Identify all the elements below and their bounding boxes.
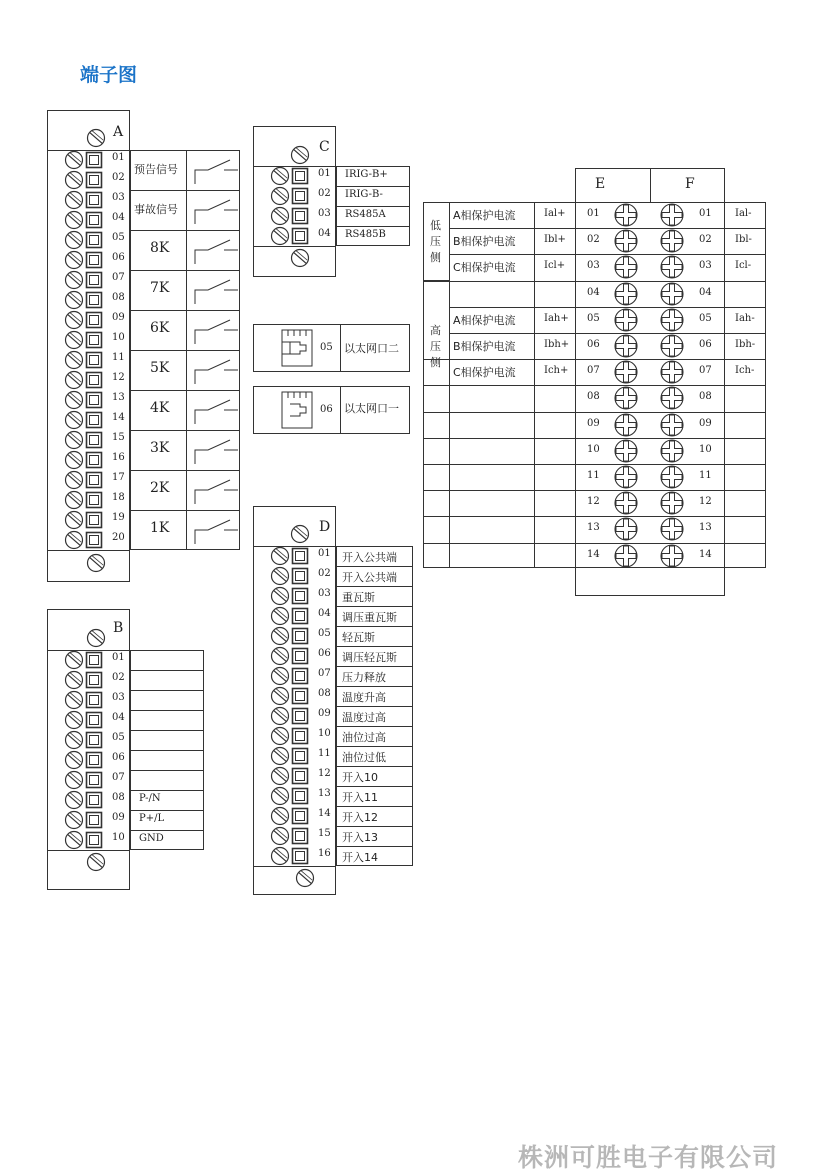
signal-label: 开入10	[342, 771, 378, 784]
relay-contact-icon	[194, 238, 238, 268]
terminal-number-e: 03	[587, 260, 600, 272]
relay-contact-icon	[194, 318, 238, 348]
signal-label: 调压轻瓦斯	[342, 651, 397, 664]
current-name: A相保护电流	[453, 209, 516, 222]
terminal-number-f: 03	[699, 260, 712, 272]
contact-group-label: 6K	[150, 320, 170, 336]
terminal-number-e: 12	[587, 496, 600, 508]
terminal-number: 14	[112, 412, 125, 423]
terminal-number: 14	[318, 808, 331, 819]
screw-icon	[86, 628, 106, 652]
current-e: Ibl+	[544, 234, 566, 246]
signal-label: RS485B	[345, 229, 386, 240]
terminal-number: 05	[112, 232, 125, 243]
current-e: Ibh+	[544, 339, 570, 350]
current-f: Iah-	[735, 312, 755, 324]
terminal-number: 08	[318, 688, 331, 699]
terminal-number: 06	[112, 252, 125, 263]
terminal-number: 03	[112, 192, 125, 203]
terminal-number-e: 01	[587, 208, 600, 219]
screw-cross-icon	[614, 544, 638, 572]
terminal-clamp-icon	[84, 830, 104, 854]
terminal-number: 03	[318, 208, 331, 219]
terminal-number: 01	[318, 548, 331, 559]
signal-label: 开入14	[342, 851, 378, 864]
screw-cross-icon	[660, 465, 684, 493]
terminal-number: 10	[112, 832, 125, 843]
terminal-number-e: 07	[587, 365, 600, 377]
terminal-number: 09	[112, 812, 125, 823]
screw-icon	[290, 248, 310, 272]
current-e: Ich+	[544, 365, 569, 377]
screw-cross-icon	[660, 282, 684, 310]
contact-group-label: 7K	[150, 280, 170, 296]
terminal-number-f: 05	[699, 312, 712, 324]
current-f: Ibh-	[735, 339, 756, 350]
screw-icon	[64, 530, 84, 554]
signal-label: 油位过低	[342, 751, 386, 764]
screw-cross-icon	[614, 308, 638, 336]
terminal-clamp-icon	[290, 846, 310, 870]
screw-cross-icon	[614, 517, 638, 545]
terminal-number-e: 14	[587, 548, 600, 560]
contact-group-label: 4K	[150, 400, 170, 416]
current-name: B相保护电流	[453, 340, 516, 353]
rj45-port-icon	[282, 330, 312, 366]
terminal-number: 09	[318, 708, 331, 719]
screw-cross-icon	[614, 203, 638, 231]
terminal-number: 09	[112, 312, 125, 323]
terminal-number-e: 02	[587, 234, 600, 246]
terminal-number: 10	[112, 332, 125, 343]
terminal-number-f: 04	[699, 286, 712, 298]
current-name: A相保护电流	[453, 313, 516, 327]
screw-cross-icon	[660, 386, 684, 414]
block-a-label: A	[113, 124, 124, 140]
terminal-number: 01	[112, 152, 125, 163]
signal-label: 开入11	[342, 791, 378, 804]
signal-label: 油位过高	[342, 731, 386, 744]
signal-label: 温度升高	[342, 691, 386, 704]
terminal-number-e: 13	[587, 522, 600, 534]
contact-group-label: 8K	[150, 240, 170, 256]
screw-icon	[86, 128, 106, 152]
block-b-label: B	[113, 620, 124, 636]
terminal-number-e: 06	[587, 339, 600, 350]
terminal-number-f: 10	[699, 443, 712, 455]
current-f: Icl-	[735, 260, 752, 272]
terminal-number: 06	[112, 752, 125, 763]
terminal-number: 02	[112, 672, 125, 683]
terminal-number: 08	[112, 292, 125, 303]
screw-icon	[270, 846, 290, 870]
terminal-number-e: 05	[587, 312, 600, 324]
ethernet-num: 06	[320, 404, 333, 415]
signal-label: GND	[139, 833, 164, 844]
screw-cross-icon	[660, 308, 684, 336]
current-e: Icl+	[544, 260, 566, 272]
terminal-number: 01	[318, 168, 331, 179]
contact-group-label: 事故信号	[134, 203, 178, 216]
relay-contact-icon	[194, 158, 238, 188]
contact-group-label: 5K	[150, 360, 170, 376]
terminal-number-f: 14	[699, 548, 712, 560]
low-side-label: 低压侧	[430, 219, 441, 264]
high-side-label: 高压侧	[430, 324, 441, 369]
ethernet-label: 以太网口一	[344, 402, 399, 415]
terminal-number: 13	[112, 392, 125, 403]
signal-label: 压力释放	[342, 671, 386, 684]
relay-contact-icon	[194, 198, 238, 228]
relay-contact-icon	[194, 278, 238, 308]
signal-label: 重瓦斯	[342, 591, 375, 604]
screw-cross-icon	[614, 439, 638, 467]
screw-cross-icon	[660, 229, 684, 257]
terminal-number: 05	[318, 628, 331, 639]
current-name: C相保护电流	[453, 261, 516, 275]
terminal-number: 03	[112, 692, 125, 703]
terminal-number: 15	[318, 828, 331, 839]
signal-label: RS485A	[345, 209, 386, 220]
terminal-number: 07	[112, 272, 125, 283]
terminal-number: 10	[318, 728, 331, 739]
relay-contact-icon	[194, 398, 238, 428]
block-c-label: C	[319, 139, 330, 155]
terminal-number-f: 12	[699, 496, 712, 508]
terminal-number: 15	[112, 432, 125, 443]
relay-contact-icon	[194, 438, 238, 468]
screw-cross-icon	[660, 255, 684, 283]
screw-icon	[86, 553, 106, 577]
screw-cross-icon	[660, 517, 684, 545]
signal-label: 轻瓦斯	[342, 631, 375, 644]
terminal-number: 12	[318, 768, 331, 779]
current-e: Ial+	[544, 208, 566, 219]
signal-label: P-/N	[139, 793, 161, 804]
relay-contact-icon	[194, 358, 238, 388]
terminal-number-e: 04	[587, 286, 600, 298]
terminal-number: 04	[112, 712, 125, 723]
screw-icon	[270, 226, 290, 250]
terminal-number: 07	[318, 668, 331, 679]
ethernet-num: 05	[320, 342, 333, 353]
contact-group-label: 预告信号	[134, 163, 178, 176]
terminal-number: 03	[318, 588, 331, 599]
screw-cross-icon	[660, 203, 684, 231]
signal-label: 调压重瓦斯	[342, 611, 397, 624]
screw-cross-icon	[660, 334, 684, 362]
current-e: Iah+	[544, 312, 569, 324]
signal-label: IRIG-B+	[345, 169, 388, 180]
current-name: C相保护电流	[453, 366, 516, 380]
screw-icon	[295, 868, 315, 892]
screw-cross-icon	[660, 544, 684, 572]
screw-cross-icon	[614, 229, 638, 257]
ethernet-label: 以太网口二	[344, 342, 399, 355]
terminal-number: 04	[112, 212, 125, 223]
screw-icon	[86, 852, 106, 876]
screw-cross-icon	[660, 413, 684, 441]
block-d-label: D	[319, 519, 331, 535]
terminal-number-e: 10	[587, 443, 600, 455]
terminal-number: 13	[318, 788, 331, 799]
rj45-port-icon	[282, 392, 312, 428]
terminal-number: 02	[318, 568, 331, 579]
terminal-number-e: 09	[587, 417, 600, 429]
signal-label: 开入12	[342, 811, 378, 824]
current-name: B相保护电流	[453, 235, 516, 249]
terminal-number-f: 01	[699, 208, 712, 219]
terminal-number: 11	[112, 352, 125, 363]
terminal-number-e: 11	[587, 470, 600, 481]
terminal-number: 16	[318, 848, 331, 859]
terminal-number: 08	[112, 792, 125, 803]
terminal-number: 16	[112, 452, 125, 463]
terminal-number: 19	[112, 512, 125, 523]
terminal-number: 01	[112, 652, 125, 663]
screw-cross-icon	[614, 386, 638, 414]
company-name: 株洲可胜电子有限公司	[518, 1143, 779, 1172]
relay-contact-icon	[194, 478, 238, 508]
signal-label: 温度过高	[342, 711, 386, 724]
terminal-number-f: 13	[699, 522, 712, 534]
current-f: Ich-	[735, 365, 755, 377]
terminal-number: 17	[112, 472, 125, 483]
contact-group-label: 1K	[150, 520, 170, 536]
terminal-number-f: 08	[699, 391, 712, 403]
terminal-number: 12	[112, 372, 125, 383]
screw-cross-icon	[614, 413, 638, 441]
signal-label: P+/L	[139, 813, 165, 824]
terminal-number-f: 09	[699, 417, 712, 429]
screw-cross-icon	[614, 360, 638, 388]
terminal-number: 04	[318, 608, 331, 619]
screw-cross-icon	[614, 282, 638, 310]
terminal-number: 02	[112, 172, 125, 183]
signal-label: 开入13	[342, 831, 378, 844]
terminal-number: 04	[318, 228, 331, 239]
screw-cross-icon	[614, 465, 638, 493]
current-f: Ibl-	[735, 234, 752, 246]
contact-group-label: 3K	[150, 440, 170, 456]
terminal-number: 20	[112, 532, 125, 543]
signal-label: IRIG-B-	[345, 189, 383, 200]
terminal-clamp-icon	[84, 530, 104, 554]
block-f-label: F	[685, 176, 695, 192]
screw-cross-icon	[614, 491, 638, 519]
relay-contact-icon	[194, 518, 238, 548]
signal-label: 开入公共端	[342, 551, 397, 564]
terminal-number: 02	[318, 188, 331, 199]
terminal-number: 07	[112, 772, 125, 783]
screw-cross-icon	[660, 360, 684, 388]
screw-cross-icon	[660, 439, 684, 467]
terminal-number-f: 06	[699, 339, 712, 350]
terminal-number-f: 11	[699, 470, 712, 481]
screw-cross-icon	[660, 491, 684, 519]
signal-label: 开入公共端	[342, 571, 397, 584]
terminal-number-f: 02	[699, 234, 712, 246]
screw-icon	[64, 830, 84, 854]
screw-cross-icon	[614, 255, 638, 283]
terminal-number-e: 08	[587, 391, 600, 403]
block-e-label: E	[595, 176, 606, 192]
terminal-clamp-icon	[290, 226, 310, 250]
terminal-number-f: 07	[699, 365, 712, 377]
contact-group-label: 2K	[150, 480, 170, 496]
screw-icon	[290, 524, 310, 548]
current-f: Ial-	[735, 208, 752, 219]
terminal-number: 18	[112, 492, 125, 503]
terminal-number: 05	[112, 732, 125, 743]
terminal-number: 06	[318, 648, 331, 659]
page-title: 端子图	[80, 64, 138, 86]
terminal-number: 11	[318, 748, 331, 759]
screw-cross-icon	[614, 334, 638, 362]
